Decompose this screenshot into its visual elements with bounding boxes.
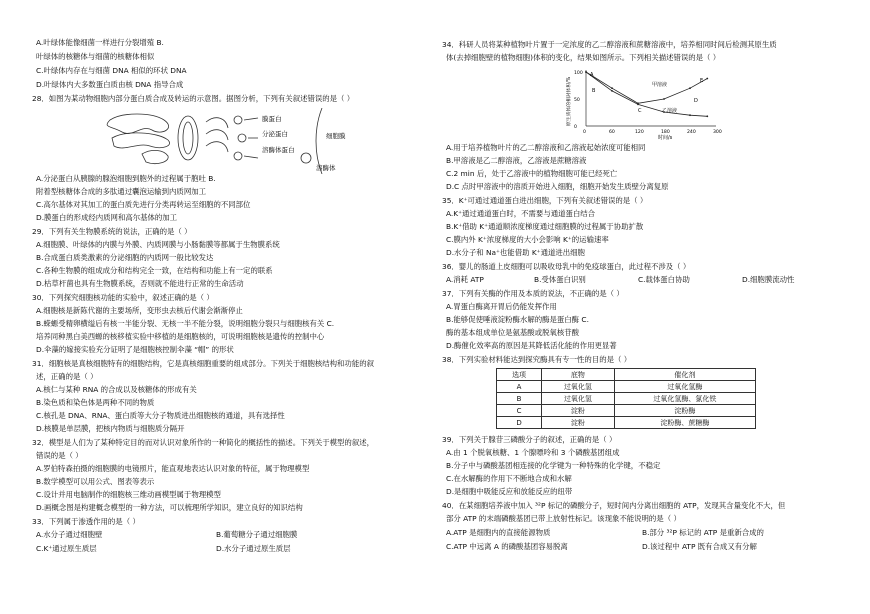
question-37-stem: 37．下列有关酶的作用及本质的说法，不正确的是（ ）: [442, 289, 624, 298]
chart-series-line-yi: [586, 72, 707, 116]
table-cell: 过氧化氢酶: [614, 381, 755, 393]
option-a: A.细胞核是新陈代谢的主要场所，变形虫去核后代谢会渐渐停止: [36, 306, 243, 315]
chart-point: [611, 87, 613, 89]
option-c: C.设计并用电脑制作的细胞核三维动画模型属于物理模型: [36, 490, 221, 499]
option-c: C.K⁺通过原生质层: [36, 544, 97, 553]
question-28-stem: 28．如图为某动物细胞内部分蛋白质合成及转运的示意图。据图分析，下列有关叙述错误的是（ ）: [32, 94, 355, 103]
option-d: D.膜蛋白的形成经内质网和高尔基体的加工: [36, 213, 178, 222]
option-c: 酶的基本组成单位是氨基酸或脱氧核苷酸: [446, 328, 580, 337]
table-cell: 过氧化氢酶、氯化铁: [614, 393, 755, 405]
table-header: 底物: [542, 369, 615, 381]
question-32-stem: 32．模型是人们为了某种特定目的而对认识对象所作的一种简化的概括性的描述。下列关于模型的叙述，: [32, 438, 374, 447]
option-c: C.核孔是 DNA、RNA、蛋白质等大分子物质进出细胞核的通道，具有选择性: [36, 411, 285, 420]
table-row: [497, 417, 756, 429]
chart-x-tick-label: 0: [583, 130, 586, 135]
chart-x-tick-label: 180: [661, 130, 670, 135]
chart-point: [585, 71, 587, 73]
option-b: B.能够促使唾液淀粉酶水解的酶是蛋白酶 C.: [446, 315, 589, 324]
option-d: D.画概念图是构建概念模型的一种方法，可以梳理所学知识，建立良好的知识结构: [36, 503, 303, 512]
option-c: C.2 min 后，处于乙溶液中的植物细胞可能已经死亡: [446, 169, 618, 178]
table-row: [497, 381, 756, 393]
chart-point-label-b: B: [592, 88, 596, 94]
chart-point-label-c: C: [638, 108, 642, 114]
table-cell: 淀粉: [542, 417, 615, 429]
chart-x-tick-label: 240: [687, 130, 696, 135]
option-c: C.在水解酶的作用下不断地合成和水解: [446, 474, 572, 483]
question-31-stem: 31．细胞核是真核细胞特有的细胞结构，它是真核细胞重要的组成部分。下列关于细胞核结构和功能的叙: [32, 359, 374, 368]
table-cell: 过氧化氢: [542, 381, 615, 393]
question-29-stem: 29．下列有关生物膜系统的说法，正确的是（ ）: [32, 227, 192, 236]
option-c: C.各种生物膜的组成成分和结构完全一致，在结构和功能上有一定的联系: [36, 266, 273, 275]
option-b: B.受体蛋白识别: [534, 275, 586, 284]
chart-series-label-yi: 乙溶液: [662, 108, 678, 114]
option-a: A.用于培养植物叶片的乙二醇溶液和乙溶液起始浓度可能相同: [446, 143, 646, 152]
option-a: A.由 1 个脱氧核糖、1 个腺嘌呤和 3 个磷酸基团组成: [446, 448, 620, 457]
option-a: A.消耗 ATP: [446, 275, 484, 284]
chart-x-tick-label: 300: [713, 130, 722, 135]
question-30-stem: 30．下列探究细胞核功能的实验中，叙述正确的是（ ）: [32, 293, 214, 302]
option-d: D.水分子和 Na⁺也能借助 K⁺通道进出细胞: [446, 248, 585, 257]
table-header-row: [497, 369, 756, 381]
chart-y-tick-label: 100: [574, 71, 583, 76]
table-cell: 淀粉酶: [614, 405, 755, 417]
table-header: 选项: [497, 369, 542, 381]
question-40-stem-cont: 部分 ATP 的末端磷酸基团已带上放射性标记。该现象不能说明的是（ ）: [446, 514, 681, 523]
option-d: D.叶绿体内大多数蛋白质由核 DNA 指导合成: [36, 80, 184, 89]
protein-transport-diagram: [102, 108, 362, 174]
figure-label-membrane-protein: 膜蛋白: [262, 115, 282, 123]
option-b: 叶绿体的核糖体与细菌的核糖体相似: [36, 52, 155, 61]
chart-series-label-jia: 甲溶液: [652, 82, 668, 88]
question-39-stem: 39．下列关于腺苷三磷酸分子的叙述，正确的是（ ）: [442, 435, 617, 444]
table-cell: D: [497, 417, 542, 429]
option-a: A.叶绿体能像细菌一样进行分裂增殖 B.: [36, 38, 164, 47]
chart-y-tick-label: 50: [574, 98, 580, 103]
question-33-stem: 33．下列属于渗透作用的是（ ）: [32, 517, 140, 526]
option-b: B.葡萄糖分子通过细胞膜: [216, 530, 298, 539]
chart-point-label-e: E: [700, 78, 704, 84]
option-b: B.分子中与磷酸基团相连接的化学键为一种特殊的化学键，不稳定: [446, 461, 661, 470]
question-34-stem-cont: 体(去掉细胞壁的植物细胞)体积的变化，结果如图所示。下列相关描述错误的是（ ）: [446, 53, 721, 62]
option-b: B.蝾螈受精卵横缢后有核一半能分裂、无核一半不能分裂，说明细胞分裂只与细胞核有关 C.: [36, 319, 335, 328]
option-a: A.胃蛋白酶离开胃后仍能发挥作用: [446, 302, 557, 311]
question-31-stem-cont: 述，正确的是（ ）: [36, 372, 98, 381]
chart-y-tick-label: 0: [574, 125, 577, 130]
question-32-stem-cont: 错误的是（ ）: [36, 451, 83, 460]
option-c: C.叶绿体内存在与细菌 DNA 相似的环状 DNA: [36, 66, 187, 75]
option-b: B.部分 ³²P 标记的 ATP 是重新合成的: [642, 528, 764, 537]
table-cell: C: [497, 405, 542, 417]
table-cell: B: [497, 393, 542, 405]
question-40-stem: 40．在某细胞培养液中加入 ³²P 标记的磷酸分子，短时间内分离出细胞的 ATP，发现其含量变化不大，但: [442, 501, 786, 510]
table-header: 催化剂: [614, 369, 755, 381]
option-d: D.是细胞中吸能反应和放能反应的纽带: [446, 487, 573, 496]
option-c: 培养同种黑白美西螈的核移植实验中移植的是细胞核的，可说明细胞核是遗传的控制中心: [36, 332, 325, 341]
table-cell: 淀粉酶、蔗糖酶: [614, 417, 755, 429]
option-d: D.C 点时甲溶液中的溶质开始进入细胞，细胞开始发生质壁分离复原: [446, 182, 669, 191]
option-d: D.核膜是单层膜，把核内物质与细胞质分隔开: [36, 424, 185, 433]
chart-point: [637, 104, 639, 106]
chart-point: [611, 90, 613, 92]
chart-point: [706, 115, 708, 117]
chart-point-label-d: D: [694, 98, 698, 104]
option-b: B.K⁺借助 K⁺通道顺浓度梯度通过细胞膜的过程属于协助扩散: [446, 222, 644, 231]
chart-series-line-jia: [586, 72, 707, 103]
option-a: A.核仁与某种 RNA 的合成以及核糖体的形成有关: [36, 385, 197, 394]
option-d: D.该过程中 ATP 既有合成又有分解: [642, 542, 757, 551]
option-b: B.合成蛋白质类激素的分泌细胞的内质网一般比较发达: [36, 253, 214, 262]
figure-label-lysosome: 溶酶体: [316, 164, 336, 172]
question-35-stem: 35．K⁺可通过通道蛋白进出细胞，下列有关叙述错误的是（ ）: [442, 196, 648, 205]
option-c: C.膜内外 K⁺浓度梯度的大小会影响 K⁺的运输速率: [446, 235, 609, 244]
option-a: A.水分子通过细胞壁: [36, 530, 103, 539]
chart-point-label-a: A: [590, 72, 594, 78]
question-34-stem: 34．科研人员将某种植物叶片置于一定浓度的乙二醇溶液和蔗糖溶液中，培养相同时间后检测其原生质: [442, 40, 777, 49]
option-d: D.酶催化效率高的原因是其降低活化能的作用更显著: [446, 341, 617, 350]
option-d: D.水分子通过原生质层: [216, 544, 291, 553]
chart-point: [663, 98, 665, 100]
option-b: B.数学模型可以用公式、图表等表示: [36, 477, 155, 486]
figure-label-secretory-protein: 分泌蛋白: [262, 130, 288, 138]
table-row: [497, 393, 756, 405]
option-d: D.伞藻的嫁接实验充分证明了是细胞核控制伞藻 “帽” 的形状: [36, 345, 234, 354]
option-c: C.ATP 中远离 A 的磷酸基团容易脱离: [446, 542, 568, 551]
option-b: B.甲溶液是乙二醇溶液，乙溶液是蔗糖溶液: [446, 156, 587, 165]
figure-label-lysosome-protein: 溶酶体蛋白: [262, 146, 295, 154]
question-36-stem: 36．婴儿的肠道上皮细胞可以吸收母乳中的免疫球蛋白，此过程不涉及（ ）: [442, 262, 691, 271]
option-b: 附着型核糖体合成的多肽通过囊泡运输到内质网加工: [36, 187, 206, 196]
figure-label-cell-membrane: 细胞膜: [326, 132, 346, 140]
table-cell: 过氧化氢: [542, 393, 615, 405]
table-cell: 淀粉: [542, 405, 615, 417]
chart-x-tick-label: 60: [609, 130, 615, 135]
option-a: A.ATP 是细胞内的直接能源物质: [446, 528, 551, 537]
option-a: A.细胞膜、叶绿体的内膜与外膜、内质网膜与小肠黏膜等都属于生物膜系统: [36, 240, 280, 249]
option-d: D.枯草杆菌也具有生物膜系统，否则就不能进行正常的生命活动: [36, 279, 244, 288]
option-c: C.高尔基体对其加工的蛋白质先进行分类再转运至细胞的不同部位: [36, 200, 251, 209]
option-a: A.分泌蛋白从胰腺的腺泡细胞到胞外的过程属于胞吐 B.: [36, 174, 216, 183]
protoplast-volume-chart: [566, 64, 726, 140]
option-a: A.K⁺通过通道蛋白时，不需要与通道蛋白结合: [446, 209, 596, 218]
question-38-stem: 38．下列实验材料能达到探究酶具有专一性的目的是（ ）: [442, 355, 632, 364]
question-38-table: [496, 368, 756, 429]
chart-point: [689, 114, 691, 116]
chart-y-axis-label: 原生质体的相对体积/%: [567, 76, 572, 126]
chart-x-tick-label: 120: [635, 130, 644, 135]
option-c: C.载体蛋白协助: [638, 275, 690, 284]
table-cell: A: [497, 381, 542, 393]
option-a: A.罗伯特森拍摄的细胞膜的电镜照片，能直观地表达认识对象的特征，属于物理模型: [36, 464, 310, 473]
table-row: [497, 405, 756, 417]
option-b: B.染色质和染色体是两种不同的物质: [36, 398, 155, 407]
chart-point: [689, 87, 691, 89]
chart-point: [706, 78, 708, 80]
chart-x-axis-label: 时间/s: [658, 135, 673, 140]
option-d: D.细胞膜流动性: [742, 275, 795, 284]
